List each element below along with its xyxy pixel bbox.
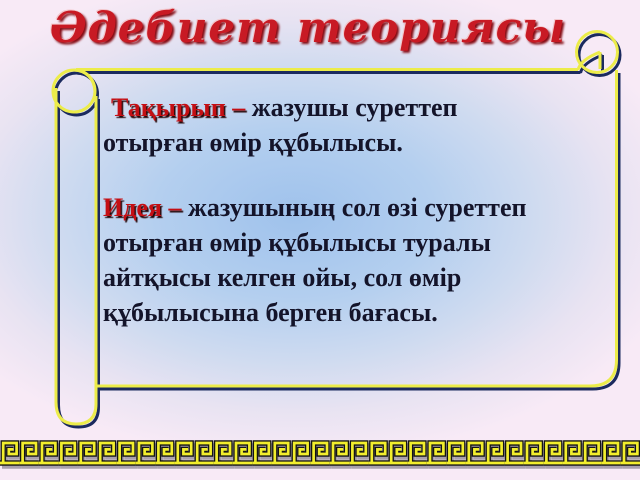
meander-unit xyxy=(466,443,485,463)
meander-unit xyxy=(213,443,232,463)
meander-unit xyxy=(136,443,155,463)
meander-unit xyxy=(0,443,19,463)
meander-border-decoration xyxy=(0,440,640,470)
body-text-line: отырған өмір құбылысы. xyxy=(103,128,403,157)
meander-unit xyxy=(582,443,601,463)
meander-unit xyxy=(19,443,38,463)
body-text-line: жазушы суреттеп xyxy=(251,93,458,122)
idea-term: Идея – xyxy=(103,193,188,222)
meander-unit xyxy=(97,443,116,463)
body-text-line: құбылысына берген бағасы. xyxy=(103,298,438,327)
meander-unit xyxy=(252,443,271,463)
meander-unit xyxy=(485,443,504,463)
slide-title: Әдебиет теориясы xyxy=(50,3,566,52)
meander-unit xyxy=(446,443,465,463)
meander-unit xyxy=(175,443,194,463)
meander-unit xyxy=(39,443,58,463)
body-text-line: айтқысы келген ойы, сол өмір xyxy=(103,263,462,292)
meander-unit xyxy=(330,443,349,463)
topic-term: Тақырып – xyxy=(111,93,252,122)
meander-unit xyxy=(291,443,310,463)
meander-unit xyxy=(78,443,97,463)
meander-unit xyxy=(194,443,213,463)
meander-unit xyxy=(621,443,640,463)
meander-unit xyxy=(369,443,388,463)
meander-unit xyxy=(310,443,329,463)
meander-unit xyxy=(233,443,252,463)
meander-unit xyxy=(58,443,77,463)
meander-unit xyxy=(427,443,446,463)
meander-unit xyxy=(388,443,407,463)
meander-unit xyxy=(524,443,543,463)
paragraph-topic xyxy=(103,90,608,160)
meander-unit xyxy=(543,443,562,463)
paragraph-idea xyxy=(103,190,608,330)
meander-unit xyxy=(504,443,523,463)
meander-unit xyxy=(116,443,135,463)
meander-unit xyxy=(601,443,620,463)
meander-unit xyxy=(349,443,368,463)
meander-unit xyxy=(272,443,291,463)
body-text-line: жазушының сол өзі суреттеп xyxy=(187,193,527,222)
meander-unit xyxy=(563,443,582,463)
body-text-line: отырған өмір құбылысы туралы xyxy=(103,228,491,257)
slide-body-text xyxy=(103,90,608,330)
meander-unit xyxy=(155,443,174,463)
meander-unit xyxy=(407,443,426,463)
